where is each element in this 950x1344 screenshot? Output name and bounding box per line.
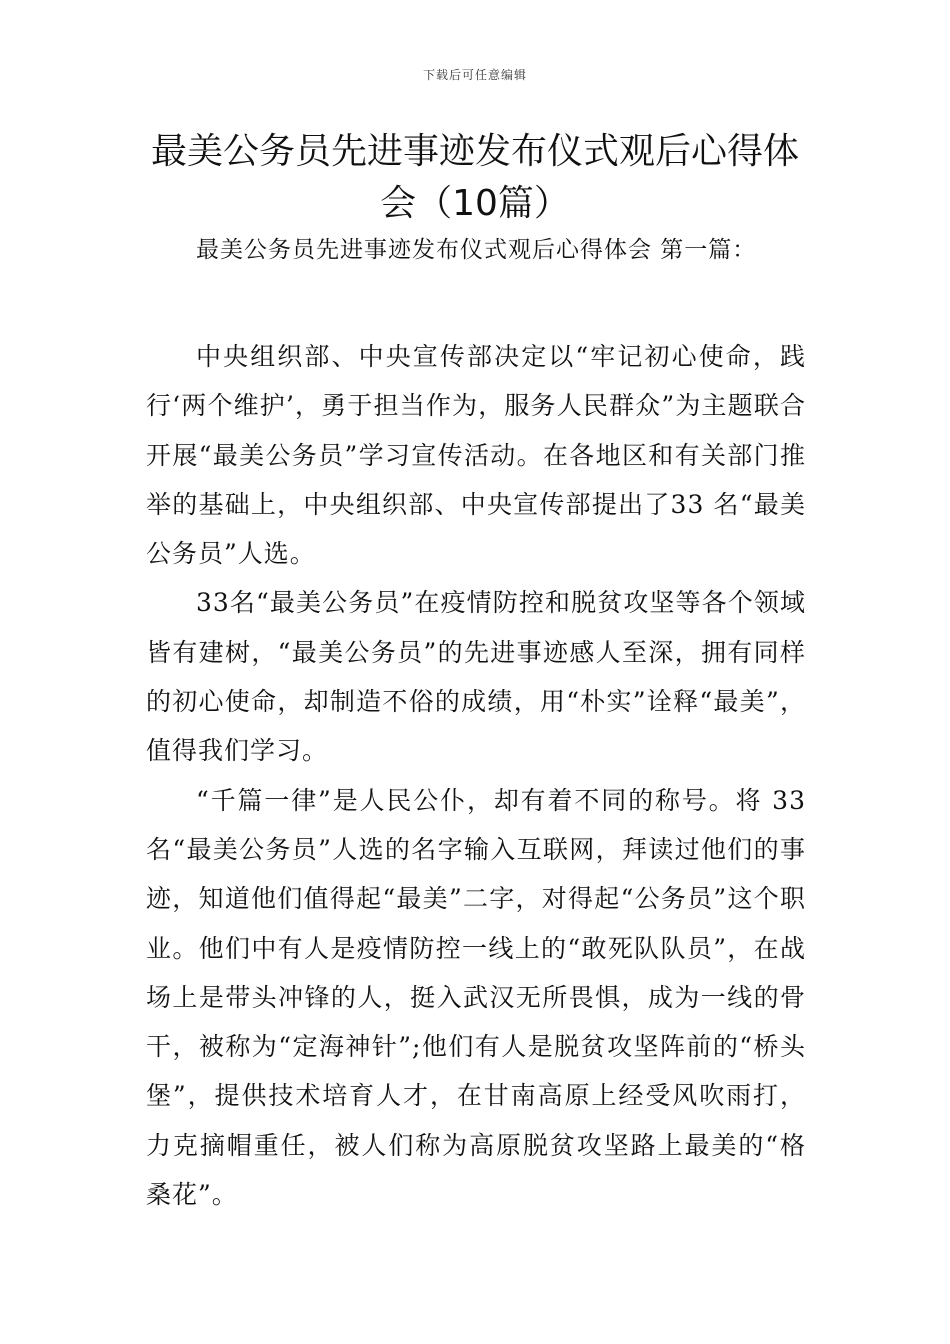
paragraph-2: 33名“最美公务员”在疫情防控和脱贫攻坚等各个领域皆有建树，“最美公务员”的先进事迹感人至深，拥有同样的初心使命，却制造不俗的成绩，用“朴实”诠释“最美”，值得我们学习。 [146,588,806,766]
document-title: 最美公务员先进事迹发布仪式观后心得体会（10篇） [150,131,799,224]
header-note: 下载后可任意编辑 [422,68,527,82]
paragraph-3: “千篇一律”是人民公仆，却有着不同的称号。将 33名“最美公务员”人选的名字输入互联网，拜读过他们的事迹，知道他们值得起“最美”二字，对得起“公务员”这个职业。他们中有人是疫情防控一线上的“敢死队队员”，在战场上是带头冲锋的人，挺入武汉无所畏惧，成为一线的骨干，被称为“定海神针”;他们有人是脱贫攻坚阵前的“桥头堡”，提供技术培育人才，在甘南高原上经受风吹雨打，力克摘帽重任，被人们称为高原脱贫攻坚路上最美的“格桑花”。 [146,785,806,1210]
document-body [146,332,806,1219]
section-subtitle: 最美公务员先进事迹发布仪式观后心得体会 第一篇： [196,237,757,263]
paragraph-1: 中央组织部、中央宣传部决定以“牢记初心使命，践行‘两个维护’，勇于担当作为，服务人民群众”为主题联合开展“最美公务员”学习宣传活动。在各地区和有关部门推举的基础上，中央组织部、中央宣传部提出了33 名“最美公务员”人选。 [146,342,806,569]
